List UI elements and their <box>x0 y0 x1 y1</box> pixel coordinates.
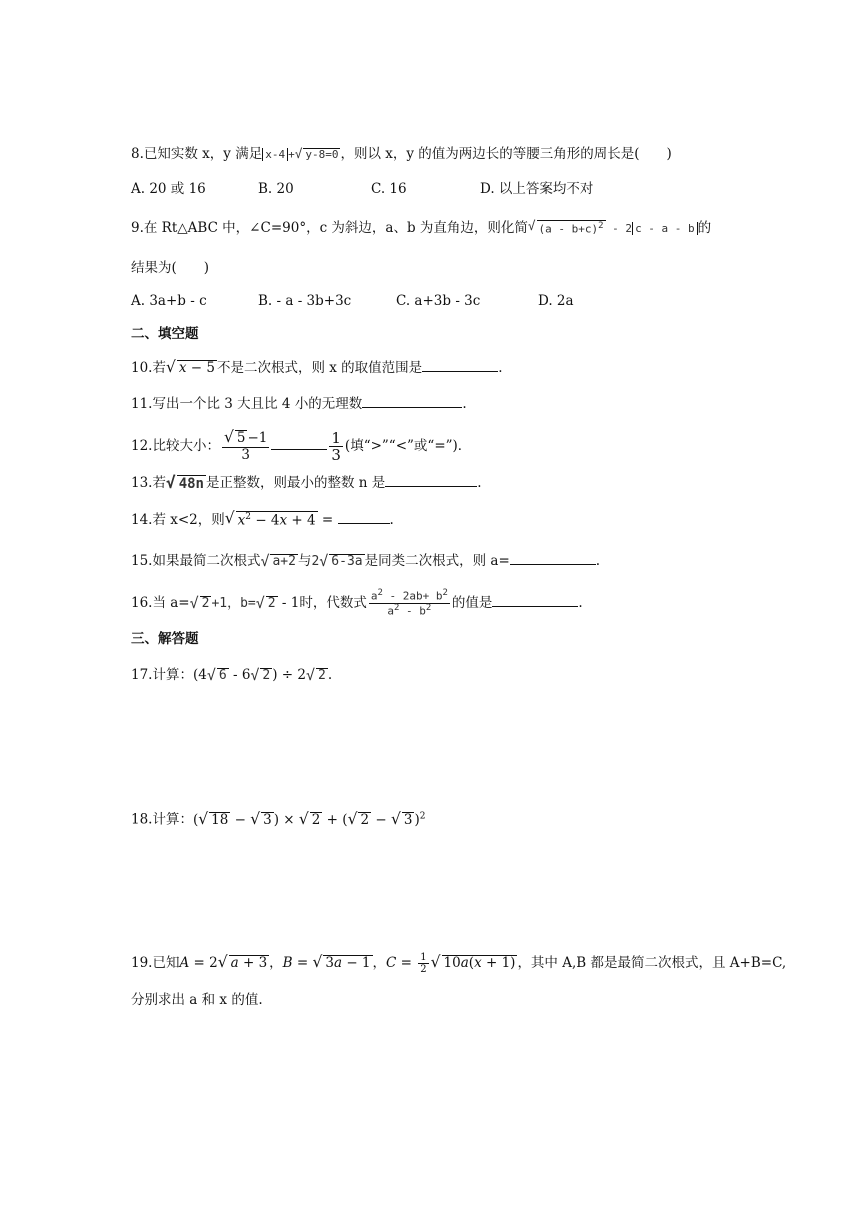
q11-text: 11.写出一个比 3 大且比 4 小的无理数 <box>131 396 363 412</box>
q18-formula: ( √ 18 − √ 3 ) × √ 2 + ( √ 2 − √ 3 )$^2$ <box>192 809 426 828</box>
q11-answer-blank[interactable] <box>362 394 462 408</box>
question-9 <box>131 218 711 239</box>
question-18 <box>131 806 425 830</box>
q13-suffix: 是正整数，则最小的整数 n 是 <box>205 475 386 491</box>
q9-suffix: 的 <box>697 220 712 236</box>
q17-end: . <box>327 667 333 683</box>
q19-formula: A = 2 √ a + 3 ，B = √ 3a − 1 ，C = $\frac{1}{2}$ √ 10a(x + 1) <box>179 952 516 975</box>
q12-prefix: 12.比较大小： <box>131 438 220 454</box>
q13-answer-blank[interactable] <box>385 473 477 487</box>
q9-option-a: A. 3a+b - c <box>131 293 207 309</box>
q8-option-c: C. 16 <box>371 181 407 197</box>
q16-formula-ab: √ 2 +1，b= √ 2 <box>189 593 276 612</box>
q13-formula: √ 48n <box>165 472 204 492</box>
q17-formula: (4 √ 6 - 6 √ 2 ) ÷ 2 √ 2 <box>192 665 326 684</box>
question-17 <box>131 665 332 685</box>
question-12 <box>131 428 471 464</box>
q9-prefix: 9.在 Rt△ABC 中，∠C=90°，c 为斜边，a、b 为直角边，则化简 <box>131 220 528 236</box>
q16-end: . <box>578 595 583 611</box>
q10-suffix: 不是二次根式，则 x 的取值范围是 <box>216 360 423 376</box>
question-14: 14.若 x<2，则 √ $x^2 - 4x + 4$ = . <box>131 509 394 529</box>
q8-prefix: 8.已知实数 x，y 满足 <box>131 146 263 162</box>
q17-prefix: 17.计算： <box>131 667 193 683</box>
q15-suffix: 是同类二次根式，则 a= <box>364 553 510 569</box>
q11-end: . <box>462 396 467 412</box>
question-19 <box>131 950 786 976</box>
q12-fraction-left: √ 5 −1 3 <box>223 428 268 463</box>
q15-end: . <box>595 553 601 569</box>
q14-answer-blank[interactable] <box>338 510 390 524</box>
q8-option-a: A. 20 或 16 <box>131 181 206 197</box>
q14-prefix: 14.若 x<2，则 <box>131 512 225 528</box>
q19-line2: 分别求出 a 和 x 的值. <box>131 992 263 1008</box>
q9-line2: 结果为( ) <box>131 260 210 276</box>
q10-formula: √ x − 5 <box>165 358 215 377</box>
question-16: 16.当 a= √ 2 +1，b= √ 2 - 1时，代数式 $\frac{a^2 - 2ab+ b^2}{a^2 - b^2}$ 的值是 . <box>131 588 583 618</box>
q16-mid: 时，代数式 <box>299 595 367 611</box>
q12-fraction-right: $\frac{1}{3}$ <box>331 428 341 464</box>
q12-suffix: (填“>”“<”或“=”)． <box>344 438 472 454</box>
q16-answer-blank[interactable] <box>492 593 578 607</box>
q12-answer-blank[interactable] <box>271 436 327 450</box>
question-10 <box>131 358 502 378</box>
q14-formula: √ $x^2 - 4x + 4$ <box>224 509 316 529</box>
question-15 <box>131 551 600 572</box>
q13-prefix: 13.若 <box>131 475 166 491</box>
q9-formula-image: √ $(a - b+c)^2$ - 2 c - a - b <box>528 219 698 239</box>
q18-prefix: 18.计算： <box>131 811 193 828</box>
q8-option-b: B. 20 <box>258 181 294 197</box>
section-answer-heading: 三、解答题 <box>131 631 199 647</box>
question-11 <box>131 394 467 414</box>
q8-suffix: ，则以 x，y 的值为两边长的等腰三角形的周长是( ) <box>340 146 672 162</box>
q16-fraction: $\frac{a^2 - 2ab+ b^2}{a^2 - b^2}$ <box>370 588 448 618</box>
q10-answer-blank[interactable] <box>422 358 498 372</box>
q10-prefix: 10.若 <box>131 360 166 376</box>
q9-option-c: C. a+3b - 3c <box>396 293 481 309</box>
q14-end: . <box>389 512 394 528</box>
q19-prefix: 19.已知 <box>131 955 180 971</box>
q15-formula-a: √ a+2 <box>260 551 296 570</box>
q15-mid: 与 <box>297 553 312 569</box>
q15-answer-blank[interactable] <box>510 551 596 565</box>
q8-formula-image: x-4 + √ y-8=0 <box>262 145 340 165</box>
question-8 <box>131 144 672 165</box>
q19-suffix: ，其中 A,B 都是最简二次根式，且 A+B=C, <box>517 955 787 971</box>
q8-option-d: D. 以上答案均不对 <box>480 181 594 197</box>
q10-end: . <box>498 360 503 376</box>
q15-formula-b: 2 √ 6-3a <box>311 551 363 570</box>
q16-prefix: 16.当 a= <box>131 595 190 611</box>
q13-end: . <box>477 475 482 491</box>
q9-option-b: B. - a - 3b+3c <box>258 293 352 309</box>
q9-option-d: D. 2a <box>538 293 574 309</box>
question-13 <box>131 473 482 493</box>
q16-suffix: 的值是 <box>451 595 493 611</box>
section-fill-in-heading: 二、填空题 <box>131 326 199 342</box>
q15-prefix: 15.如果最简二次根式 <box>131 553 261 569</box>
